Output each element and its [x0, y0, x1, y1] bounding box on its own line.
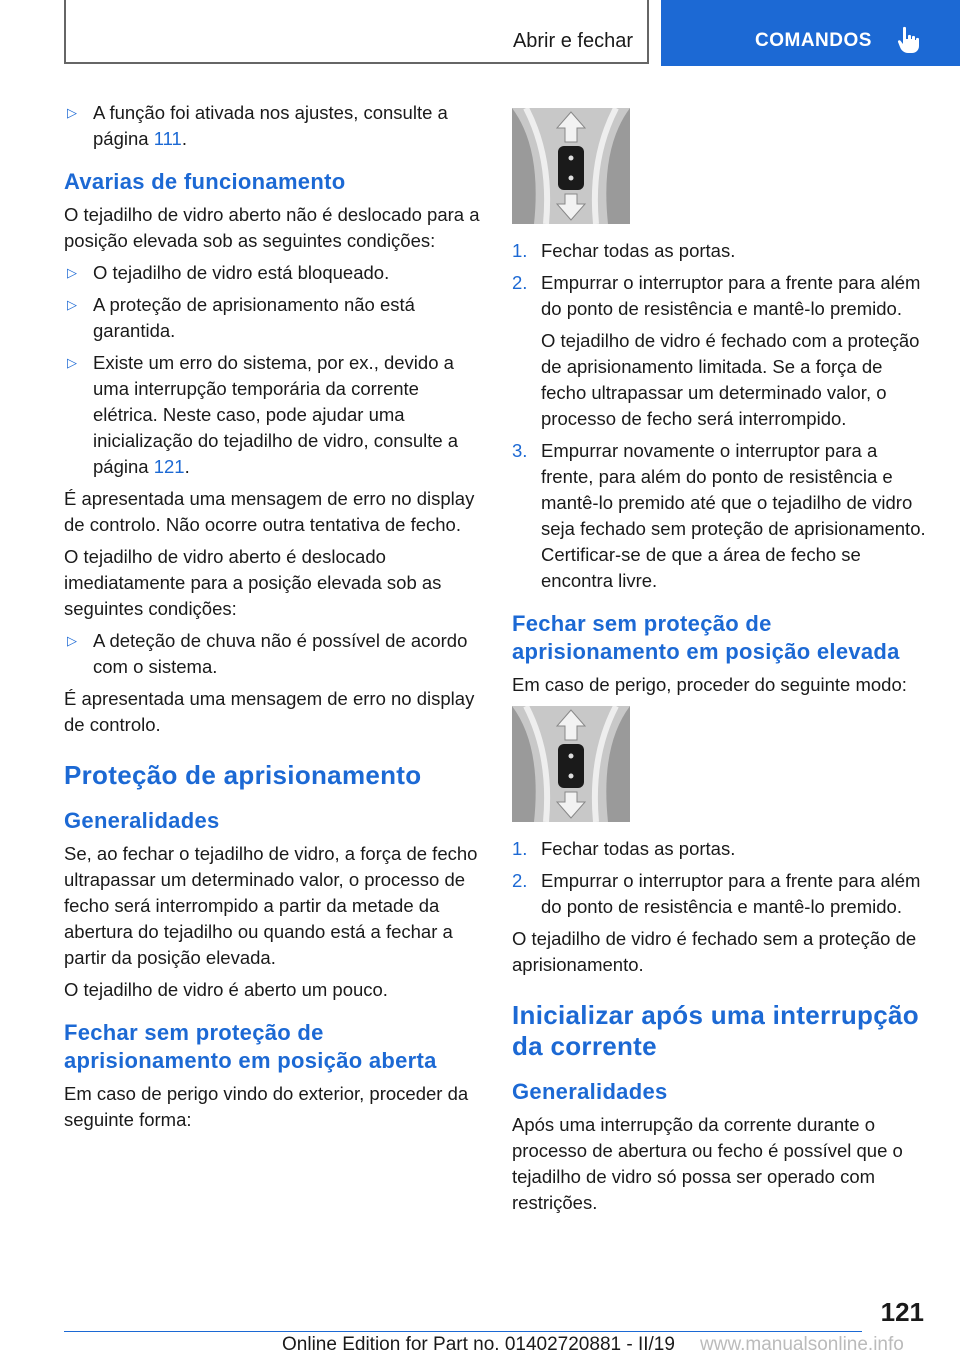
- paragraph: Após uma interrupção da corrente durante o processo de abertura ou fecho é possível que o tejadilho de vidro só possa ser operado com restrições.: [512, 1114, 903, 1213]
- header-section-box: [64, 0, 649, 64]
- list-item: 2. Empurrar o interruptor para a frente para além do ponto de resistência e mantê-lo premido.: [512, 870, 921, 917]
- list-item: 3. Empurrar novamente o interruptor para a frente, para além do ponto de resistência e mantê-lo premido até que o tejadilho de vidro seja fechado sem proteção de aprisionamento. Certificar-se de que a área de fecho se encontra livre.: [512, 440, 926, 591]
- bullet-triangle-icon: ▷: [67, 105, 77, 120]
- pointing-hand-icon: [897, 26, 923, 54]
- list-item: ▷ Existe um erro do sistema, por ex., devido a uma interrupção temporária da corrente elétrica. Neste caso, pode ajudar uma inicialização do tejadilho de vidro, consulte a página 121.: [67, 352, 459, 477]
- page-reference-link[interactable]: 121: [153, 456, 185, 477]
- bullet-triangle-icon: ▷: [67, 297, 77, 312]
- list-item: ▷ A proteção de aprisionamento não está garantida.: [67, 294, 415, 341]
- paragraph: O tejadilho de vidro aberto é deslocado imediatamente para a posição elevada sob as seguintes condições:: [64, 546, 442, 619]
- paragraph: O tejadilho de vidro é aberto um pouco.: [64, 979, 388, 1000]
- heading-fechar-aberta: Fechar sem proteção de aprisionamento em posição aberta: [64, 1020, 437, 1073]
- right-column: [512, 100, 928, 1222]
- list-item: 2. Empurrar o interruptor para a frente para além do ponto de resistência e mantê-lo premido.: [512, 272, 921, 319]
- bullet-triangle-icon: ▷: [67, 265, 77, 280]
- section-title: Abrir e fechar: [512, 30, 633, 52]
- heading-avarias: Avarias de funcionamento: [64, 169, 346, 194]
- page-number: 121: [880, 1297, 924, 1327]
- list-item: ▷ A função foi ativada nos ajustes, consulte a página 111.: [67, 102, 448, 149]
- heading-generalidades: Generalidades: [64, 808, 220, 833]
- paragraph: Em caso de perigo vindo do exterior, proceder da seguinte forma:: [64, 1083, 469, 1130]
- bullet-triangle-icon: ▷: [67, 355, 77, 370]
- heading-protecao: Proteção de aprisionamento: [64, 760, 422, 790]
- list-item: 1. Fechar todas as portas.: [512, 838, 736, 859]
- left-column: [64, 100, 480, 1139]
- roof-switch-illustration: [512, 706, 630, 822]
- edition-text: Online Edition for Part no. 01402720881 - II/19: [282, 1334, 675, 1355]
- page-reference-link[interactable]: 111: [153, 128, 182, 149]
- list-item: ▷ A deteção de chuva não é possível de acordo com o sistema.: [67, 630, 468, 677]
- header-chapter-tab[interactable]: [661, 0, 960, 66]
- heading-inicializar: Inicializar após uma interrupção da corrente: [512, 1000, 919, 1061]
- footer-divider: [64, 1331, 862, 1332]
- chapter-title: COMANDOS: [755, 30, 872, 51]
- heading-fechar-elevada: Fechar sem proteção de aprisionamento em posição elevada: [512, 611, 900, 664]
- paragraph: É apresentada uma mensagem de erro no display de controlo.: [64, 688, 475, 735]
- bullet-triangle-icon: ▷: [67, 633, 77, 648]
- paragraph: Se, ao fechar o tejadilho de vidro, a força de fecho ultrapassar um determinado valor, o processo de fecho será interrompido a partir da metade da abertura do tejadilho ou quando está a fechar a partir da posição elevada.: [64, 843, 478, 968]
- list-item: 1. Fechar todas as portas.: [512, 240, 736, 261]
- paragraph: Em caso de perigo, proceder do seguinte modo:: [512, 674, 907, 695]
- paragraph: É apresentada uma mensagem de erro no display de controlo. Não ocorre outra tentativa de fecho.: [64, 488, 475, 535]
- paragraph: O tejadilho de vidro é fechado sem a proteção de aprisionamento.: [512, 928, 917, 975]
- roof-switch-illustration: [512, 108, 630, 224]
- heading-generalidades: Generalidades: [512, 1079, 668, 1104]
- list-item: ▷ O tejadilho de vidro está bloqueado.: [64, 260, 480, 286]
- paragraph: O tejadilho de vidro aberto não é deslocado para a posição elevada sob as seguintes condições:: [64, 204, 480, 251]
- watermark: www.manualsonline.info: [700, 1334, 904, 1355]
- step-note: O tejadilho de vidro é fechado com a proteção de aprisionamento limitada. Se a força de fecho ultrapassar um determinado valor, o processo de fecho será interrompido.: [541, 330, 920, 429]
